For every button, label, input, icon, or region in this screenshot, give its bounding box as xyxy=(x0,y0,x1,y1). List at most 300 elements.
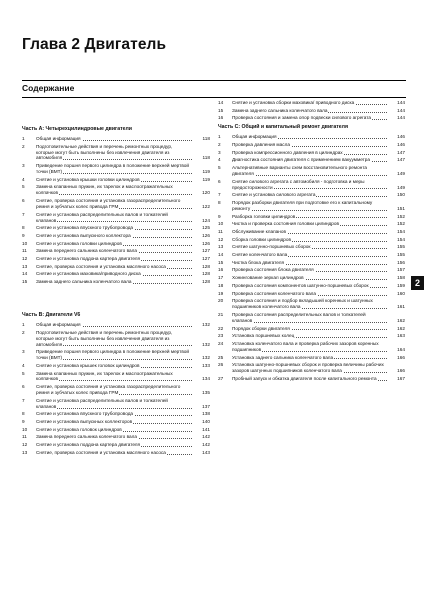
toc-entry-text-wrap xyxy=(232,200,387,212)
toc-entry-text-wrap xyxy=(36,279,192,285)
toc-entry xyxy=(22,398,210,410)
toc-entry-page: 151 xyxy=(397,205,405,211)
part-a-title: Часть A: Четырехцилиндровые двигатели xyxy=(22,126,133,132)
toc-entry-text-wrap xyxy=(232,267,387,273)
toc-entry-text-wrap xyxy=(232,229,387,235)
part-c-entries xyxy=(218,134,405,382)
toc-entry-title: Общая информация xyxy=(36,322,81,327)
toc-entry-text-wrap xyxy=(232,192,387,198)
toc-entry-title: Снятие силового агрегата с автомобиля - подготовка и меры предосторожности xyxy=(232,178,365,190)
toc-entry-text-wrap xyxy=(36,411,192,417)
toc-entry-title: Снятие и установка маховика/приводного диска xyxy=(36,271,141,277)
toc-entry-page: 137 xyxy=(202,403,210,409)
toc-entry xyxy=(218,221,405,227)
toc-entry xyxy=(22,233,210,239)
toc-entry-page: 128 xyxy=(202,263,210,269)
toc-entry-title: Снятие и установка распределительных валов и толкателей клапанов xyxy=(36,397,168,409)
toc-entry-title: Замена переднего сальника коленчатого вала xyxy=(36,434,137,440)
toc-entry xyxy=(218,115,405,121)
toc-entry-page: 141 xyxy=(202,426,210,432)
toc-entry-text-wrap xyxy=(36,330,192,348)
part-b-entries xyxy=(22,322,210,456)
toc-entry-title: Проверка компрессионного давления в цилиндрах xyxy=(232,149,343,155)
toc-entry-page: 152 xyxy=(397,221,405,227)
toc-entry-page: 154 xyxy=(397,236,405,242)
toc-entry-page: 144 xyxy=(397,107,405,113)
toc-entry-title: Чистка и проверка состояния головки цилиндров xyxy=(232,221,339,227)
toc-entry-number: 4 xyxy=(22,176,25,182)
toc-entry-page: 166 xyxy=(397,368,405,374)
toc-entry-text-wrap xyxy=(232,283,387,289)
toc-entry xyxy=(22,427,210,433)
toc-entry-text-wrap xyxy=(232,376,387,382)
toc-entry-number: 10 xyxy=(22,426,28,432)
toc-entry-text-wrap xyxy=(36,163,192,175)
toc-entry-text-wrap xyxy=(36,384,192,396)
toc-entry xyxy=(218,355,405,361)
toc-entry-title: Замена клапанных пружин, их тарелок и маслоотражательных колпачков xyxy=(36,370,173,382)
toc-entry xyxy=(218,326,405,332)
toc-entry-text-wrap xyxy=(232,275,387,281)
toc-entry-text-wrap xyxy=(36,212,192,224)
toc-entry xyxy=(22,241,210,247)
toc-entry xyxy=(218,341,405,353)
toc-entry xyxy=(22,163,210,175)
toc-entry-title: Хонингование зеркал цилиндров xyxy=(232,275,304,281)
toc-entry-number: 11 xyxy=(218,228,223,234)
toc-entry-number: 27 xyxy=(218,375,224,381)
toc-entry-title: Снятие и установка силового агрегата xyxy=(232,192,316,198)
toc-entry xyxy=(22,349,210,361)
toc-entry-page: 146 xyxy=(397,141,405,147)
toc-entry-page: 161 xyxy=(397,304,405,310)
toc-entry-number: 8 xyxy=(22,411,25,417)
toc-entry-text-wrap xyxy=(232,244,387,250)
toc-entry-title: Снятие и установка поддона картера двигателя xyxy=(36,442,141,448)
toc-entry xyxy=(218,275,405,281)
toc-entry-page: 118 xyxy=(202,155,210,161)
toc-entry-number: 15 xyxy=(218,259,224,265)
toc-entry-title: Обслуживание клапанов xyxy=(232,228,286,234)
toc-entry-page: 133 xyxy=(202,362,210,368)
toc-entry-page: 119 xyxy=(202,176,210,182)
toc-entry-title: Снятие шатунно-поршневых сборок xyxy=(232,244,311,250)
toc-entry-title: Подготовительные действия и перечень ремонтных процедур, которые могут быть выполнены без извлечения двигателя из автомобиля xyxy=(36,143,173,161)
toc-entry-number: 12 xyxy=(22,256,28,262)
toc-entry-page: 155 xyxy=(397,252,405,258)
toc-entry xyxy=(218,157,405,163)
toc-entry-text-wrap xyxy=(36,264,192,270)
toc-entry xyxy=(218,362,405,374)
toc-entry xyxy=(22,248,210,254)
toc-entry-page: 160 xyxy=(397,290,405,296)
toc-entry xyxy=(22,384,210,396)
toc-entry-title: Установка поршневых колец xyxy=(232,333,295,339)
toc-entry-text-wrap xyxy=(36,398,192,410)
toc-entry xyxy=(218,229,405,235)
toc-entry xyxy=(218,260,405,266)
toc-entry-page: 127 xyxy=(202,256,210,262)
toc-entry-text-wrap xyxy=(232,252,387,258)
toc-entry-text-wrap xyxy=(36,363,192,369)
toc-entry xyxy=(218,252,405,258)
toc-entry-number: 2 xyxy=(22,329,25,335)
toc-entry xyxy=(218,312,405,324)
toc-entry xyxy=(22,225,210,231)
toc-entry-page: 147 xyxy=(397,149,405,155)
toc-entry-page: 149 xyxy=(397,170,405,176)
toc-entry-page: 167 xyxy=(397,375,405,381)
toc-entry xyxy=(218,298,405,310)
toc-entry-title: Чистка блока двигателя xyxy=(232,259,285,265)
part-c-title: Часть C: Общий и капитальный ремонт двигателя xyxy=(218,124,348,131)
toc-entry-number: 8 xyxy=(22,225,25,231)
toc-entry-page: 144 xyxy=(397,100,405,105)
toc-entry xyxy=(218,244,405,250)
toc-entry-text-wrap xyxy=(232,291,387,297)
toc-entry-text-wrap xyxy=(232,260,387,266)
toc-entry-number: 1 xyxy=(218,134,221,140)
toc-entry-title: Установка шатунно-поршневых сборок и проверка величины рабочих зазоров шатунных подшипников коленчатого вала xyxy=(232,362,384,374)
toc-entry-page: 158 xyxy=(397,275,405,281)
toc-entry-text-wrap xyxy=(36,434,192,440)
toc-entry-number: 21 xyxy=(218,311,224,317)
toc-entry-text-wrap xyxy=(36,225,192,231)
toc-entry-title: Снятие и установка сборки маховика/ приводного диска xyxy=(232,100,355,105)
toc-entry-number: 9 xyxy=(218,213,221,219)
toc-entry-title: Замена переднего сальника коленчатого вала xyxy=(36,248,137,254)
toc-entry-page: 128 xyxy=(202,279,210,285)
toc-entry-number: 24 xyxy=(218,340,224,346)
toc-entry-page: 124 xyxy=(202,217,210,223)
toc-entry-page: 166 xyxy=(397,354,405,360)
toc-entry xyxy=(22,279,210,285)
toc-entry-number: 14 xyxy=(218,100,224,105)
toc-entry-title: Снятие и установка крышек головок цилиндров xyxy=(36,362,140,368)
toc-entry-number: 10 xyxy=(218,221,224,227)
toc-entry xyxy=(22,271,210,277)
toc-entry-page: 138 xyxy=(202,411,210,417)
contents-heading: Содержание xyxy=(22,83,75,93)
toc-entry-page: 149 xyxy=(397,184,405,190)
toc-entry xyxy=(218,237,405,243)
toc-entry xyxy=(218,291,405,297)
toc-entry-text-wrap xyxy=(232,298,387,310)
toc-entry-number: 6 xyxy=(22,384,25,390)
toc-entry-number: 1 xyxy=(22,135,25,141)
toc-entry-title: Снятие и установка распределительных валов и толкателей клапанов xyxy=(36,211,168,223)
toc-entry-title: Проверка состояния и замена опор подвески силового агрегата xyxy=(232,115,371,121)
toc-entry-page: 120 xyxy=(202,190,210,196)
toc-entry-page: 150 xyxy=(397,192,405,198)
toc-entry xyxy=(22,330,210,348)
toc-entry-page: 132 xyxy=(202,341,210,347)
toc-entry-text-wrap xyxy=(232,108,387,114)
toc-entry xyxy=(218,165,405,177)
toc-entry-text-wrap xyxy=(36,322,192,328)
toc-entry xyxy=(22,363,210,369)
toc-entry xyxy=(218,179,405,191)
toc-entry-number: 7 xyxy=(22,211,25,217)
toc-entry xyxy=(22,322,210,328)
toc-entry xyxy=(22,264,210,270)
toc-entry-number: 16 xyxy=(218,267,224,273)
toc-entry-number: 15 xyxy=(218,107,224,113)
toc-entry xyxy=(218,333,405,339)
toc-entry-number: 2 xyxy=(22,143,25,149)
toc-entry xyxy=(22,198,210,210)
toc-entry-text-wrap xyxy=(232,326,387,332)
toc-entry-title: Проверка состояния блока двигателя xyxy=(232,267,314,273)
toc-entry-text-wrap xyxy=(36,198,192,210)
toc-entry-number: 2 xyxy=(218,141,221,147)
toc-entry-text-wrap xyxy=(36,256,192,262)
toc-entry-page: 119 xyxy=(202,169,210,175)
toc-entry-title: Снятие и установка головки цилиндров xyxy=(36,240,122,246)
toc-entry xyxy=(218,100,405,106)
toc-entry-title: Проверка давления масла xyxy=(232,141,290,147)
toc-entry-title: Порядок разборки двигателя при подготовке его к капитальному ремонту xyxy=(232,199,373,211)
toc-entry-number: 7 xyxy=(22,397,25,403)
toc-entry-number: 20 xyxy=(218,298,224,304)
toc-entry-title: Проверка состояния коленчатого вала xyxy=(232,290,317,296)
toc-entry-text-wrap xyxy=(36,248,192,254)
toc-entry-number: 15 xyxy=(22,279,28,285)
toc-entry-number: 13 xyxy=(22,449,28,455)
toc-entry-text-wrap xyxy=(232,142,387,148)
toc-entry-number: 3 xyxy=(22,163,25,169)
toc-entry xyxy=(22,371,210,383)
toc-entry xyxy=(218,150,405,156)
toc-entry-page: 146 xyxy=(397,134,405,140)
toc-entry-number: 25 xyxy=(218,354,224,360)
toc-entry-text-wrap xyxy=(36,371,192,383)
toc-entry-title: Снятие и установка поддона картера двигателя xyxy=(36,256,141,262)
toc-entry xyxy=(22,411,210,417)
toc-entry-number: 19 xyxy=(218,290,224,296)
toc-entry-title: Снятие и установка впускного трубопровода xyxy=(36,411,134,417)
toc-entry-number: 5 xyxy=(22,184,25,190)
toc-entry-title: Замена заднего сальника коленчатого вала xyxy=(232,107,328,113)
toc-entry-number: 4 xyxy=(22,362,25,368)
toc-column-left xyxy=(22,100,210,458)
toc-entry-number: 3 xyxy=(22,349,25,355)
toc-entry-page: 164 xyxy=(397,346,405,352)
toc-entry-text-wrap xyxy=(232,341,387,353)
toc-entry xyxy=(218,267,405,273)
toc-entry-text-wrap xyxy=(232,221,387,227)
toc-entry-number: 3 xyxy=(218,149,221,155)
toc-entry-page: 157 xyxy=(397,267,405,273)
toc-entry-page: 126 xyxy=(202,232,210,238)
toc-entry-number: 14 xyxy=(22,271,28,277)
toc-entry-number: 12 xyxy=(218,236,224,242)
toc-entry-title: Общая информация xyxy=(232,134,277,140)
toc-entry-title: Проверка состояния и подбор вкладышей коренных и шатунных подшипников коленчатого вала xyxy=(232,298,373,310)
toc-entry-text-wrap xyxy=(36,427,192,433)
toc-entry-page: 134 xyxy=(202,376,210,382)
toc-entry-text-wrap xyxy=(232,312,387,324)
toc-entry-number: 8 xyxy=(218,199,221,205)
toc-entry-title: Снятие, проверка состояния и установка газораспределительного ремня и зубчатых колес привода ГРМ xyxy=(36,384,181,396)
toc-entry-text-wrap xyxy=(232,333,387,339)
toc-entry-number: 4 xyxy=(218,157,221,163)
toc-entry-text-wrap xyxy=(36,271,192,277)
toc-entry xyxy=(22,450,210,456)
toc-entry-text-wrap xyxy=(232,165,387,177)
toc-entry-number: 22 xyxy=(218,325,224,331)
divider-bottom xyxy=(22,97,406,98)
toc-entry xyxy=(22,136,210,142)
toc-entry xyxy=(22,144,210,162)
toc-entry-number: 1 xyxy=(22,322,25,327)
toc-entry-title: Снятие и установка выпускного коллектора xyxy=(36,232,131,238)
toc-entry-text-wrap xyxy=(36,136,192,142)
toc-entry-page: 154 xyxy=(397,228,405,234)
toc-entry-title: Сборка головки цилиндров xyxy=(232,236,291,242)
toc-entry-page: 156 xyxy=(397,259,405,265)
toc-entry-page: 155 xyxy=(397,244,405,250)
toc-entry-title: Приведение поршня первого цилиндра в положение верхней мертвой точки (ВМТ) xyxy=(36,163,189,175)
toc-entry-text-wrap xyxy=(232,355,387,361)
toc-entry-page: 143 xyxy=(202,449,210,455)
part-b-title: Часть B: Двигатели V6 xyxy=(22,312,81,319)
toc-entry-page: 132 xyxy=(202,322,210,327)
toc-entry-page: 135 xyxy=(202,390,210,396)
toc-entry-number: 17 xyxy=(218,275,224,281)
toc-entry-number: 26 xyxy=(218,362,224,368)
toc-entry-number: 18 xyxy=(218,282,224,288)
toc-entry-page: 125 xyxy=(202,225,210,231)
toc-entry-page: 147 xyxy=(397,157,405,163)
toc-entry-title: Подготовительные действия и перечень ремонтных процедур, которые могут быть выполнены без извлечения двигателя из автомобиля xyxy=(36,329,173,347)
toc-column-right xyxy=(218,100,405,384)
toc-entry-title: Разборка головки цилиндров xyxy=(232,213,296,219)
toc-entry-text-wrap xyxy=(232,157,387,163)
toc-entry xyxy=(218,200,405,212)
toc-entry-text-wrap xyxy=(36,419,192,425)
toc-entry-number: 6 xyxy=(22,198,25,204)
toc-entry-title: Порядок сборки двигателя xyxy=(232,325,290,331)
toc-entry-text-wrap xyxy=(36,184,192,196)
toc-entry-text-wrap xyxy=(36,450,192,456)
toc-entry xyxy=(218,214,405,220)
toc-entry xyxy=(218,192,405,198)
toc-entry-number: 9 xyxy=(22,232,25,238)
toc-entry-page: 144 xyxy=(397,115,405,121)
chapter-tab-marker: 2 xyxy=(411,276,424,290)
toc-entry xyxy=(22,177,210,183)
toc-entry-text-wrap xyxy=(36,177,192,183)
divider-top xyxy=(22,80,406,81)
toc-entry-title: Замена заднего сальника коленчатого вала xyxy=(36,279,132,285)
toc-entry-title: Снятие, проверка состояния и установка масляного насоса xyxy=(36,449,166,455)
toc-entry-page: 132 xyxy=(202,355,210,361)
toc-entry-number: 13 xyxy=(218,244,224,250)
toc-entry-text-wrap xyxy=(36,442,192,448)
toc-entry xyxy=(22,434,210,440)
toc-entry xyxy=(22,184,210,196)
toc-entry-number: 10 xyxy=(22,240,28,246)
toc-entry-title: Приведение поршня первого цилиндра в положение верхней мертвой точки (ВМТ) xyxy=(36,349,189,361)
toc-entry-page: 163 xyxy=(397,333,405,339)
toc-entry xyxy=(22,442,210,448)
toc-entry-page: 159 xyxy=(397,282,405,288)
toc-entry-page: 162 xyxy=(397,317,405,323)
toc-entry-number: 13 xyxy=(22,263,28,269)
toc-entry-text-wrap xyxy=(36,144,192,162)
toc-entry-title: Установка коленчатого вала и проверка рабочих зазоров коренных подшипников xyxy=(232,340,379,352)
toc-entry xyxy=(218,283,405,289)
toc-entry-text-wrap xyxy=(232,150,387,156)
toc-entry-number: 16 xyxy=(218,115,224,121)
toc-entry-page: 162 xyxy=(397,325,405,331)
toc-entry-text-wrap xyxy=(36,349,192,361)
toc-entry-number: 11 xyxy=(22,248,27,254)
part-b-continued-entries xyxy=(218,100,405,121)
toc-entry-text-wrap xyxy=(232,214,387,220)
toc-entry xyxy=(218,108,405,114)
toc-entry-number: 14 xyxy=(218,252,224,258)
chapter-title: Глава 2 Двигатель xyxy=(22,36,167,53)
toc-entry-title: Замена клапанных пружин, их тарелок и маслоотражательных колпачков xyxy=(36,184,173,196)
toc-entry-number: 6 xyxy=(218,178,221,184)
toc-entry-title: Снятие и установка впускного трубопровода xyxy=(36,225,134,231)
toc-entry-title: Проверка состояния распределительных валов и толкателей клапанов xyxy=(232,311,366,323)
toc-entry-title: Установка заднего сальника коленчатого вала xyxy=(232,354,334,360)
toc-entry-number: 11 xyxy=(22,434,27,440)
toc-entry-title: Снятие и установка крышки головки цилиндров xyxy=(36,176,140,182)
toc-entry-page: 126 xyxy=(202,240,210,246)
toc-entry xyxy=(22,419,210,425)
toc-entry-page: 142 xyxy=(202,434,210,440)
toc-entry-number: 7 xyxy=(218,192,221,198)
toc-entry-title: Снятие и установка выпускных коллекторов xyxy=(36,419,133,425)
toc-entry-title: Диагностика состояния двигателя с применением вакуумметра xyxy=(232,157,371,163)
toc-entry-title: Снятие и установка головок цилиндров xyxy=(36,426,122,432)
toc-entry xyxy=(22,212,210,224)
toc-entry-page: 128 xyxy=(202,271,210,277)
toc-entry xyxy=(22,256,210,262)
toc-entry-title: Пробный запуск и обкатка двигателя после капитального ремонта xyxy=(232,375,377,381)
toc-entry-text-wrap xyxy=(232,115,387,121)
toc-entry-title: Альтернативные варианты схем восстановительного ремонта двигателя xyxy=(232,165,368,176)
toc-entry-number: 5 xyxy=(22,370,25,376)
toc-entry-title: Снятие, проверка состояния и установка газораспределительного ремня и зубчатых колес привода ГРМ xyxy=(36,198,181,209)
toc-entry-number: 23 xyxy=(218,333,224,339)
toc-entry-text-wrap xyxy=(232,362,387,374)
toc-entry xyxy=(218,376,405,382)
toc-entry-page: 127 xyxy=(202,248,210,254)
toc-entry-page: 142 xyxy=(202,442,210,448)
toc-entry-title: Снятие, проверка состояния и установка масляного насоса xyxy=(36,263,166,269)
toc-entry-page: 118 xyxy=(202,135,210,141)
toc-entry-title: Проверка состояния компонентов шатунно-поршневых сборок xyxy=(232,282,369,288)
toc-entry-page: 152 xyxy=(397,213,405,219)
toc-entry-page: 122 xyxy=(202,203,210,209)
part-a-entries xyxy=(22,136,210,285)
toc-entry-number: 9 xyxy=(22,419,25,425)
toc-entry-text-wrap xyxy=(232,237,387,243)
toc-entry xyxy=(218,134,405,140)
toc-entry-text-wrap xyxy=(36,233,192,239)
toc-entry-text-wrap xyxy=(232,179,387,191)
toc-entry xyxy=(218,142,405,148)
toc-entry-title: Общая информация xyxy=(36,135,81,141)
toc-entry-number: 5 xyxy=(218,165,221,171)
toc-entry-title: Снятие коленчатого вала xyxy=(232,252,288,258)
toc-entry-number: 12 xyxy=(22,442,28,448)
